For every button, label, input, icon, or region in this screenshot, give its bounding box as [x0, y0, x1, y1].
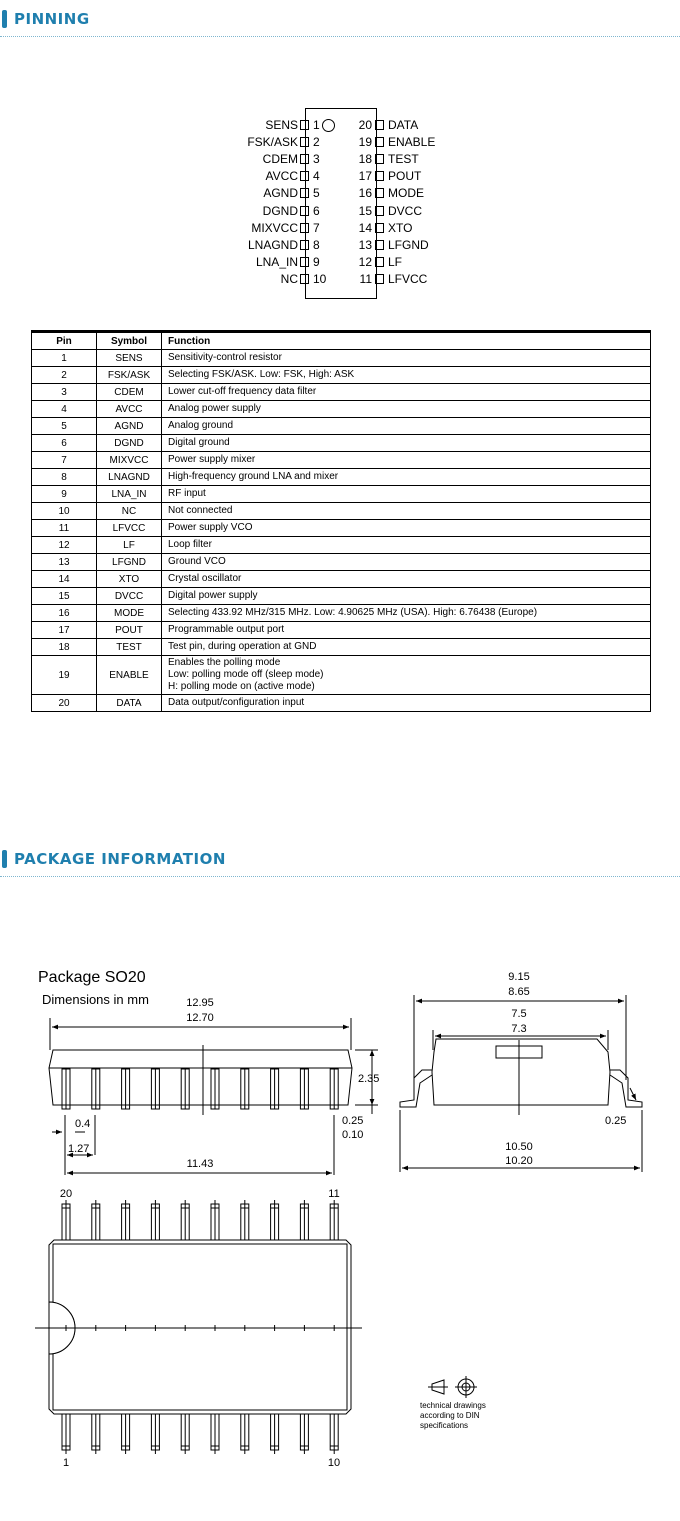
din-note-line3: specifications: [420, 1421, 469, 1430]
table-row: [32, 537, 651, 554]
cell-function: [162, 537, 651, 554]
pin-name: LFGND: [388, 237, 429, 252]
left-pin-row: [263, 150, 326, 167]
dim-height: 2.35: [358, 1073, 380, 1085]
cell-symbol: AGND: [97, 418, 162, 435]
din-projection-icon: [428, 1376, 477, 1398]
cell-symbol: DVCC: [97, 588, 162, 605]
cell-symbol: XTO: [97, 571, 162, 588]
table-row: [32, 588, 651, 605]
pin-square: [375, 257, 384, 267]
pin-name: AGND: [263, 186, 298, 201]
dim-standoff-min: 0.10: [342, 1129, 364, 1141]
dotted-divider: [0, 36, 680, 37]
section-title: PACKAGE INFORMATION: [14, 850, 226, 868]
pin-square: [300, 274, 309, 284]
table-row: [32, 452, 651, 469]
dim-span: 11.43: [186, 1158, 214, 1170]
cell-function: [162, 588, 651, 605]
cell-pin: 4: [32, 401, 97, 418]
dim-length-min: 12.70: [186, 1012, 214, 1024]
header-function: Function: [162, 332, 651, 350]
cell-symbol: LNA_IN: [97, 486, 162, 503]
cell-pin: 14: [32, 571, 97, 588]
pin-square: [375, 154, 384, 164]
section-header-package: [0, 840, 680, 880]
pin-name: CDEM: [262, 151, 298, 166]
function-line: Enables the polling mode: [168, 657, 281, 668]
cell-pin: 17: [32, 622, 97, 639]
pin-name: ENABLE: [388, 134, 436, 149]
right-pin-row: [356, 219, 412, 236]
function-line: RF input: [168, 488, 206, 499]
package-title: Package SO20: [38, 969, 146, 986]
left-pin-row: [265, 116, 326, 133]
pin-number: 3: [313, 151, 320, 166]
cell-symbol: DATA: [97, 695, 162, 712]
function-line: Low: polling mode off (sleep mode): [168, 669, 324, 680]
dim-width-max: 9.15: [508, 971, 530, 983]
dim-body-min: 7.3: [511, 1023, 527, 1035]
pin-square: [375, 240, 384, 250]
cell-function: [162, 554, 651, 571]
function-line: Digital power supply: [168, 590, 258, 601]
pin-name: MIXVCC: [251, 220, 298, 235]
pin-name: LF: [388, 255, 403, 270]
table-row: [32, 367, 651, 384]
cell-function: [162, 605, 651, 622]
dim-length-max: 12.95: [186, 997, 214, 1009]
cell-symbol: AVCC: [97, 401, 162, 418]
right-pin-row: [356, 168, 421, 185]
function-line: H: polling mode on (active mode): [168, 681, 315, 692]
pin-label-11: 11: [328, 1188, 340, 1200]
pin-number: 8: [313, 237, 320, 252]
table-row: [32, 401, 651, 418]
table-row: [32, 469, 651, 486]
table-row: [32, 605, 651, 622]
din-note-line1: technical drawings: [420, 1401, 486, 1410]
cell-function: [162, 435, 651, 452]
pin-number: 18: [358, 151, 372, 166]
function-line: Sensitivity-control resistor: [168, 352, 282, 363]
cell-symbol: NC: [97, 503, 162, 520]
cell-pin: 7: [32, 452, 97, 469]
right-pin-row: [356, 254, 402, 271]
right-pin-row: [356, 150, 419, 167]
cell-symbol: MIXVCC: [97, 452, 162, 469]
right-pin-row: [356, 236, 429, 253]
right-pin-row: [356, 202, 422, 219]
pin-square: [375, 171, 384, 181]
function-line: Power supply mixer: [168, 454, 256, 465]
pin-square: [300, 154, 309, 164]
function-line: Power supply VCO: [168, 522, 253, 533]
cell-symbol: LNAGND: [97, 469, 162, 486]
cell-function: [162, 520, 651, 537]
cell-symbol: CDEM: [97, 384, 162, 401]
function-line: Data output/configuration input: [168, 697, 305, 708]
pin-square: [375, 274, 384, 284]
pin-label-10: 10: [327, 1457, 341, 1469]
table-row: [32, 486, 651, 503]
pin-name: FSK/ASK: [247, 134, 298, 149]
cell-pin: 1: [32, 350, 97, 367]
pin-number: 7: [313, 220, 320, 235]
cell-pin: 6: [32, 435, 97, 452]
section-bar: [2, 850, 7, 868]
cell-pin: 10: [32, 503, 97, 520]
dotted-divider: [0, 876, 680, 877]
function-line: Not connected: [168, 505, 233, 516]
pin-square: [300, 240, 309, 250]
pin-name: MODE: [388, 186, 424, 201]
din-note-line2: according to DIN: [420, 1411, 480, 1420]
pin-number: 2: [313, 134, 320, 149]
table-row: [32, 503, 651, 520]
pin-number: 10: [313, 272, 327, 287]
right-pin-row: [356, 185, 424, 202]
dim-total-max: 10.50: [505, 1141, 533, 1153]
left-pin-row: [251, 219, 326, 236]
function-line: Ground VCO: [168, 556, 226, 567]
pin-square: [300, 257, 309, 267]
left-pin-row: [263, 185, 326, 202]
pin-square: [300, 206, 309, 216]
cell-symbol: LFGND: [97, 554, 162, 571]
cell-pin: 13: [32, 554, 97, 571]
pin-name: LNA_IN: [255, 255, 298, 270]
function-line: High-frequency ground LNA and mixer: [168, 471, 339, 482]
cell-pin: 5: [32, 418, 97, 435]
cell-function: [162, 656, 651, 695]
left-pins: [0, 116, 326, 296]
cell-function: [162, 418, 651, 435]
pin-number: 5: [313, 186, 320, 201]
pin-number: 15: [358, 203, 372, 218]
left-pin-row: [281, 271, 326, 288]
cell-pin: 16: [32, 605, 97, 622]
section-title: PINNING: [14, 10, 90, 28]
pin-name: LNAGND: [247, 237, 298, 252]
pin-square: [300, 137, 309, 147]
table-row: [32, 622, 651, 639]
table-row: [32, 350, 651, 367]
cell-symbol: LF: [97, 537, 162, 554]
cell-function: [162, 367, 651, 384]
cell-function: [162, 571, 651, 588]
cell-function: [162, 639, 651, 656]
pin-number: 1: [313, 117, 320, 132]
cell-symbol: DGND: [97, 435, 162, 452]
function-line: Crystal oscillator: [168, 573, 242, 584]
cell-function: [162, 384, 651, 401]
cell-symbol: TEST: [97, 639, 162, 656]
pin-name: DATA: [388, 117, 419, 132]
pin-square: [375, 188, 384, 198]
dim-lead-width: 0.4: [75, 1118, 91, 1130]
pin-square: [300, 120, 309, 130]
right-pin-row: [356, 133, 435, 150]
pin-name: NC: [280, 272, 298, 287]
dim-total-min: 10.20: [505, 1155, 533, 1167]
pin-square: [300, 223, 309, 233]
table-row: [32, 384, 651, 401]
left-pin-row: [263, 202, 326, 219]
pin-number: 17: [358, 169, 372, 184]
function-line: Selecting 433.92 MHz/315 MHz. Low: 4.90625 MHz (USA). High: 6.76438 (Europe): [168, 607, 538, 618]
cell-pin: 20: [32, 695, 97, 712]
cell-function: [162, 622, 651, 639]
cell-pin: 12: [32, 537, 97, 554]
pin-square: [375, 120, 384, 130]
cell-function: [162, 486, 651, 503]
cell-pin: 11: [32, 520, 97, 537]
section-header-pinning: [0, 0, 680, 40]
cell-symbol: SENS: [97, 350, 162, 367]
table-row: [32, 695, 651, 712]
cell-symbol: ENABLE: [97, 656, 162, 695]
pin-square: [375, 137, 384, 147]
side-view: [49, 1018, 378, 1175]
cell-symbol: MODE: [97, 605, 162, 622]
cell-symbol: LFVCC: [97, 520, 162, 537]
function-line: Lower cut-off frequency data filter: [168, 386, 317, 397]
function-line: Test pin, during operation at GND: [168, 641, 317, 652]
pin-name: DGND: [262, 203, 298, 218]
pin-square: [300, 188, 309, 198]
right-pins: [356, 116, 556, 296]
section-bar: [2, 10, 7, 28]
dim-body-max: 7.5: [511, 1008, 527, 1020]
table-row: [32, 656, 651, 695]
cell-pin: 2: [32, 367, 97, 384]
header-pin: Pin: [32, 332, 97, 350]
pin-number: 14: [358, 220, 372, 235]
function-line: Loop filter: [168, 539, 212, 550]
function-line: Digital ground: [168, 437, 230, 448]
pin-number: 19: [358, 134, 372, 149]
package-subtitle: Dimensions in mm: [42, 992, 149, 1007]
pin-name: DVCC: [388, 203, 423, 218]
pin-square: [300, 171, 309, 181]
left-pin-row: [256, 254, 326, 271]
function-line: Analog ground: [168, 420, 234, 431]
pin-number: 13: [358, 237, 372, 252]
top-view: [35, 1200, 362, 1454]
table-header-row: [32, 332, 651, 350]
cell-function: [162, 469, 651, 486]
table-row: [32, 554, 651, 571]
pin-square: [375, 223, 384, 233]
pin-number: 4: [313, 169, 320, 184]
pin-name: TEST: [388, 151, 419, 166]
right-pin-row: [356, 271, 427, 288]
pin-name: SENS: [265, 117, 298, 132]
table-row: [32, 639, 651, 656]
cell-pin: 18: [32, 639, 97, 656]
dim-standoff-max: 0.25: [342, 1115, 364, 1127]
header-symbol: Symbol: [97, 332, 162, 350]
cell-symbol: FSK/ASK: [97, 367, 162, 384]
left-pin-row: [266, 168, 326, 185]
left-pin-row: [247, 133, 326, 150]
cell-pin: 9: [32, 486, 97, 503]
pin-name: POUT: [388, 169, 422, 184]
pin-label-1: 1: [62, 1457, 70, 1469]
right-pin-row: [356, 116, 418, 133]
function-line: Programmable output port: [168, 624, 285, 635]
pin-number: 12: [358, 255, 372, 270]
cell-function: [162, 401, 651, 418]
cell-pin: 19: [32, 656, 97, 695]
pin-name: AVCC: [265, 169, 298, 184]
cell-function: [162, 452, 651, 469]
pin-label-20: 20: [59, 1188, 73, 1200]
table-row: [32, 520, 651, 537]
pin-number: 9: [313, 255, 320, 270]
cell-pin: 3: [32, 384, 97, 401]
cell-function: [162, 695, 651, 712]
dim-width-min: 8.65: [508, 986, 530, 998]
table-row: [32, 571, 651, 588]
dim-pitch: 1.27: [68, 1143, 90, 1155]
pin-number: 6: [313, 203, 320, 218]
pin-name: XTO: [388, 220, 413, 235]
left-pin-row: [248, 236, 326, 253]
function-line: Selecting FSK/ASK. Low: FSK, High: ASK: [168, 369, 355, 380]
pin-name: LFVCC: [388, 272, 428, 287]
pin-square: [375, 206, 384, 216]
function-line: Analog power supply: [168, 403, 261, 414]
pin-table: [31, 330, 651, 712]
package-drawing: [0, 900, 680, 1520]
pinout-diagram: [0, 108, 680, 298]
cell-symbol: POUT: [97, 622, 162, 639]
dim-lead-thickness: 0.25: [605, 1115, 627, 1127]
cell-function: [162, 503, 651, 520]
pin-number: 11: [359, 272, 372, 287]
pin-number: 20: [358, 117, 372, 132]
pin-number: 16: [358, 186, 372, 201]
cell-function: [162, 350, 651, 367]
cell-pin: 15: [32, 588, 97, 605]
table-row: [32, 435, 651, 452]
table-row: [32, 418, 651, 435]
cell-pin: 8: [32, 469, 97, 486]
